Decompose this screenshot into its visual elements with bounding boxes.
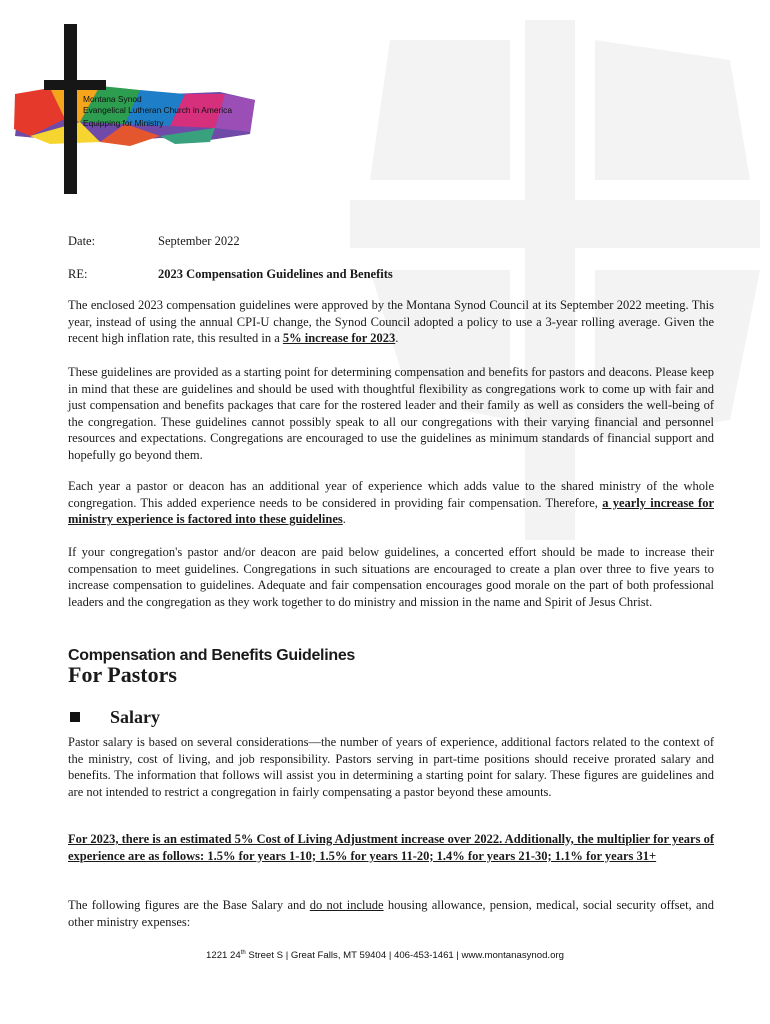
date-row xyxy=(68,233,714,250)
intro-paragraph-4 xyxy=(68,544,714,610)
date-label: Date: xyxy=(68,234,96,248)
re-value: 2023 Compensation Guidelines and Benefits xyxy=(158,266,393,281)
salary-paragraph-3 xyxy=(68,897,714,930)
salary-p3-end: housing allowance, pension, medical, social security offset, and other ministry expenses: xyxy=(68,898,715,929)
re-label: RE: xyxy=(68,266,88,281)
salary-subheading xyxy=(68,709,714,726)
intro-p1-emphasis: 5% increase for 2023 xyxy=(282,331,396,346)
intro-p3-end: . xyxy=(342,512,346,527)
salary-p3-emphasis: do not include xyxy=(309,898,384,912)
intro-paragraph-1 xyxy=(68,297,714,347)
re-row xyxy=(68,266,714,283)
logo-line-synod: Montana Synod xyxy=(83,94,142,104)
section-title-text: For Pastors xyxy=(68,662,177,687)
intro-p2-text: These guidelines are provided as a starting point for determining compensation and benefits for pastors and deacons. Please keep in mind that these are guidelines and should be used with thoughtful flexibility as congregations work to come up with fair and just compensation and benefits packages that care for the rostered leader and their family as well as considers the well-being of the congregation. These guidelines cannot possibly speak to all our congregations with their varying financial and personnel resources and expectations. Congregations are encouraged to use the guidelines as minimum standards of financial support and hopefully go beyond them. xyxy=(68,365,714,462)
salary-p3-start: The following figures are the Base Salary and xyxy=(68,898,310,912)
intro-p3-text: Each year a pastor or deacon has an additional year of experience which adds value to the shared ministry of the whole congregation. This added experience needs to be considered in providing fair compensation. Therefore, xyxy=(68,479,714,510)
salary-p2-text: For 2023, there is an estimated 5% Cost of Living Adjustment increase over 2022. Additionally, the multiplier for years of experience are as follows: 1.5% for years 1-10; 1.5% for years 11-20; 1.4% for years 21-30; 1.1% for years 31+ xyxy=(68,832,714,863)
square-bullet-icon xyxy=(70,712,80,722)
memo-header xyxy=(68,233,714,282)
footer-address-rest: Street S | Great Falls, MT 59404 | 406-453-1461 | www.montanasynod.org xyxy=(245,950,564,962)
section-heading-text: Compensation and Benefits Guidelines xyxy=(68,647,356,664)
salary-p1-text: Pastor salary is based on several considerations—the number of years of experience, additional factors related to the context of the ministry, cost of living, and job responsibility. Pastors serving in part-time positions should receive prorated salary and benefits. The information that follows will assist you in determining a starting point for salary. These figures are guidelines and are not intended to restrict a congregation in fairly compensating a pastor beyond these amounts. xyxy=(68,735,714,799)
logo-text xyxy=(83,94,232,129)
intro-p1-text: The enclosed 2023 compensation guidelines were approved by the Montana Synod Council at its September 2022 meeting. This year, instead of using the annual CPI-U change, the Synod Council adopted a policy to use a 3-year rolling average. Given the recent high inflation rate, this resulted in a xyxy=(68,298,714,346)
intro-paragraph-3 xyxy=(68,478,714,528)
intro-p1-end: . xyxy=(395,331,399,346)
footer-address-start: 1221 24 xyxy=(206,950,241,962)
section-title xyxy=(68,662,714,687)
salary-subheading-text: Salary xyxy=(110,707,161,727)
salary-paragraph-1 xyxy=(68,734,714,800)
page-footer xyxy=(0,950,770,961)
date-value: September 2022 xyxy=(158,234,240,248)
intro-p4-text: If your congregation's pastor and/or deacon are paid below guidelines, a concerted effort should be made to increase their compensation to meet guidelines. Congregations in such situations are encouraged to create a plan over three to five years to increase compensation to guidelines. Adequate and fair compensation encourages good morale on the part of both professional leaders and the congregation as they work together to do ministry and mission in the name and Spirit of Jesus Christ. xyxy=(68,545,714,609)
logo-line-tagline: Equipping for Ministry xyxy=(83,118,164,129)
logo-line-church: Evangelical Lutheran Church in America xyxy=(83,104,232,115)
intro-paragraph-2 xyxy=(68,364,714,464)
intro-p3-emphasis: a yearly increase for ministry experience is factored into these guidelines xyxy=(68,495,714,527)
salary-paragraph-2 xyxy=(68,831,714,864)
footer-superscript: th xyxy=(240,950,246,956)
